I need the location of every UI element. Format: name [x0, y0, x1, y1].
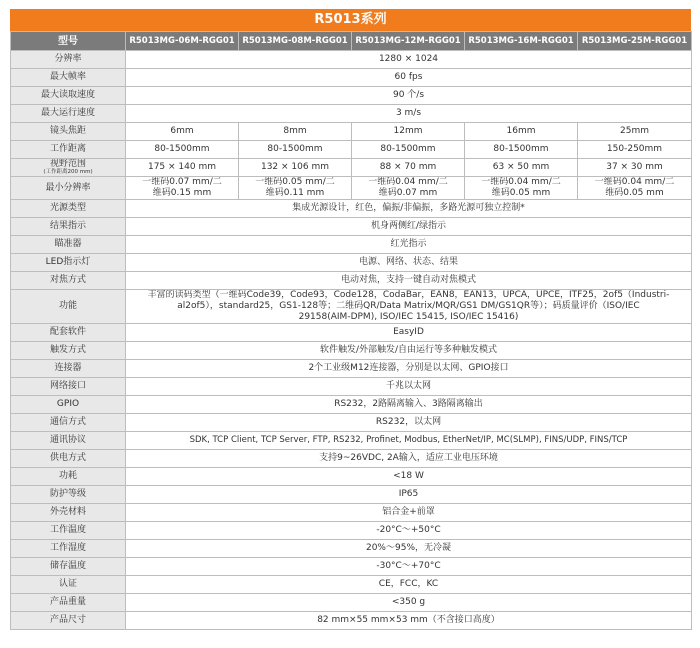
spec-value-line: 维码0.15 mm	[152, 188, 212, 198]
spec-label: 工作距离	[11, 141, 126, 159]
spec-label: 网络接口	[11, 378, 126, 396]
model-header-row	[11, 32, 692, 51]
spec-row-light-source	[11, 200, 692, 218]
spec-row-op-temp	[11, 522, 692, 540]
spec-sheet	[10, 9, 691, 630]
spec-row-cert	[11, 576, 692, 594]
spec-label-main: 视野范围	[49, 159, 86, 169]
spec-label: 功耗	[11, 468, 126, 486]
spec-label: 光源类型	[11, 200, 126, 218]
spec-value-line: 一维码0.04 mm/二	[594, 177, 675, 187]
spec-value: 16mm	[465, 123, 578, 141]
spec-value-line: 一维码0.04 mm/二	[368, 177, 448, 187]
spec-value: 80-1500mm	[352, 141, 465, 159]
spec-value-line: 29158(AIM-DPM), ISO/IEC 15415, ISO/IEC 15416)	[298, 312, 519, 322]
spec-label: 产品尺寸	[11, 612, 126, 630]
spec-value	[578, 177, 692, 200]
spec-label: 储存温度	[11, 558, 126, 576]
spec-value-line: 一维码0.05 mm/二	[255, 177, 335, 187]
spec-label: 通信方式	[11, 414, 126, 432]
spec-row-run-speed	[11, 105, 692, 123]
spec-row-field-of-view	[11, 159, 692, 177]
spec-value: 红光指示	[126, 236, 692, 254]
spec-label: 外壳材料	[11, 504, 126, 522]
spec-row-read-speed	[11, 87, 692, 105]
spec-value: 175 × 140 mm	[126, 159, 239, 177]
spec-row-result-indicator	[11, 218, 692, 236]
spec-value: -30°C～+70°C	[126, 558, 692, 576]
spec-value: 150-250mm	[578, 141, 692, 159]
spec-value: EasyID	[126, 324, 692, 342]
spec-value: SDK, TCP Client, TCP Server, FTP, RS232, Profinet, Modbus, EtherNet/IP, MC(SLMP), FINS/UDP, FINS/TCP	[126, 432, 692, 450]
spec-value: 支持9~26VDC, 2A输入，适应工业电压环境	[126, 450, 692, 468]
model-label: 型号	[11, 32, 126, 51]
spec-label: LED指示灯	[11, 254, 126, 272]
spec-value	[126, 177, 239, 200]
spec-value	[465, 177, 578, 200]
spec-value: 集成光源设计，红色，偏振/非偏振，多路光源可独立控制*	[126, 200, 692, 218]
spec-row-network	[11, 378, 692, 396]
spec-row-size	[11, 612, 692, 630]
spec-value: RS232，2路隔离输入、3路隔离输出	[126, 396, 692, 414]
spec-label: 最大读取速度	[11, 87, 126, 105]
spec-value: <350 g	[126, 594, 692, 612]
spec-label: 认证	[11, 576, 126, 594]
spec-row-protection	[11, 486, 692, 504]
model-name: R5013MG-12M-RGG01	[352, 32, 465, 51]
spec-row-focus-mode	[11, 272, 692, 290]
spec-value: 机身两侧红/绿指示	[126, 218, 692, 236]
spec-row-led	[11, 254, 692, 272]
spec-value: 2个工业级M12连接器，分别是以太网、GPIO接口	[126, 360, 692, 378]
spec-value: 82 mm×55 mm×53 mm（不含接口高度）	[126, 612, 692, 630]
spec-label: 配套软件	[11, 324, 126, 342]
spec-label	[11, 159, 126, 177]
spec-value: 3 m/s	[126, 105, 692, 123]
spec-value	[239, 177, 352, 200]
spec-value: -20°C～+50°C	[126, 522, 692, 540]
spec-label: 产品重量	[11, 594, 126, 612]
spec-row-comm-mode	[11, 414, 692, 432]
spec-row-focal-length	[11, 123, 692, 141]
spec-label: 连接器	[11, 360, 126, 378]
spec-value: 8mm	[239, 123, 352, 141]
spec-label: 瞄准器	[11, 236, 126, 254]
spec-row-working-distance	[11, 141, 692, 159]
spec-value: 80-1500mm	[239, 141, 352, 159]
model-name: R5013MG-16M-RGG01	[465, 32, 578, 51]
spec-value: 60 fps	[126, 69, 692, 87]
spec-value-line: 丰富的读码类型（一维码Code39，Code93，Code128，CodaBar，EAN8，EAN13，UPCA，UPCE，ITF25，2of5（Industri-	[147, 290, 670, 300]
spec-value-line: 一维码0.07 mm/二	[142, 177, 222, 187]
spec-row-aimer	[11, 236, 692, 254]
spec-value-line: al2of5），standard25，GS1-128等；二维码QR/Data Matrix/MQR/GS1 DM/GS1QR等）；码质量评价（ISO/IEC	[177, 301, 640, 311]
spec-value: 80-1500mm	[465, 141, 578, 159]
spec-value-line: 维码0.05 mm	[605, 188, 664, 198]
spec-value: 20%～95%，无冷凝	[126, 540, 692, 558]
series-title: R5013系列	[10, 9, 691, 31]
spec-table	[10, 31, 692, 630]
spec-value: 25mm	[578, 123, 692, 141]
spec-value: 电动对焦，支持一键自动对焦模式	[126, 272, 692, 290]
spec-value: 千兆以太网	[126, 378, 692, 396]
spec-value: 12mm	[352, 123, 465, 141]
spec-row-weight	[11, 594, 692, 612]
spec-value: 1280 × 1024	[126, 51, 692, 69]
spec-label: 最小分辨率	[11, 177, 126, 200]
spec-value: 铝合金+前罩	[126, 504, 692, 522]
spec-row-storage-temp	[11, 558, 692, 576]
spec-value: 37 × 30 mm	[578, 159, 692, 177]
spec-value: CE，FCC，KC	[126, 576, 692, 594]
spec-row-connector	[11, 360, 692, 378]
spec-row-min-resolution	[11, 177, 692, 200]
spec-label: 供电方式	[11, 450, 126, 468]
spec-value: 6mm	[126, 123, 239, 141]
spec-label-note: (工作距离200 mm)	[43, 169, 93, 175]
spec-label: 最大运行速度	[11, 105, 126, 123]
spec-label: 最大帧率	[11, 69, 126, 87]
spec-value-line: 一维码0.04 mm/二	[481, 177, 561, 187]
spec-row-op-humidity	[11, 540, 692, 558]
spec-value: 电源、网络、状态、结果	[126, 254, 692, 272]
spec-row-trigger	[11, 342, 692, 360]
spec-row-power	[11, 450, 692, 468]
spec-label: 功能	[11, 290, 126, 324]
spec-label: 结果指示	[11, 218, 126, 236]
spec-row-resolution	[11, 51, 692, 69]
spec-row-gpio	[11, 396, 692, 414]
model-name: R5013MG-08M-RGG01	[239, 32, 352, 51]
spec-label: 分辨率	[11, 51, 126, 69]
spec-value: 88 × 70 mm	[352, 159, 465, 177]
spec-row-function	[11, 290, 692, 324]
spec-label: 镜头焦距	[11, 123, 126, 141]
spec-value-line: 维码0.05 mm	[491, 188, 551, 198]
spec-row-frame-rate	[11, 69, 692, 87]
spec-value	[126, 290, 692, 324]
spec-value-line: 维码0.11 mm	[265, 188, 325, 198]
spec-label: 通讯协议	[11, 432, 126, 450]
spec-value: 90 个/s	[126, 87, 692, 105]
spec-value: 63 × 50 mm	[465, 159, 578, 177]
spec-label: 触发方式	[11, 342, 126, 360]
spec-label: GPIO	[11, 396, 126, 414]
spec-row-housing	[11, 504, 692, 522]
spec-row-software	[11, 324, 692, 342]
spec-label: 防护等级	[11, 486, 126, 504]
spec-value: 软件触发/外部触发/自由运行等多种触发模式	[126, 342, 692, 360]
spec-label: 对焦方式	[11, 272, 126, 290]
spec-label: 工作湿度	[11, 540, 126, 558]
model-name: R5013MG-25M-RGG01	[578, 32, 692, 51]
spec-value: <18 W	[126, 468, 692, 486]
spec-value-line: 维码0.07 mm	[378, 188, 438, 198]
spec-label: 工作温度	[11, 522, 126, 540]
spec-row-protocol	[11, 432, 692, 450]
spec-value: RS232，以太网	[126, 414, 692, 432]
spec-value: 132 × 106 mm	[239, 159, 352, 177]
model-name: R5013MG-06M-RGG01	[126, 32, 239, 51]
spec-row-power-consumption	[11, 468, 692, 486]
spec-value	[352, 177, 465, 200]
spec-value: 80-1500mm	[126, 141, 239, 159]
spec-value: IP65	[126, 486, 692, 504]
